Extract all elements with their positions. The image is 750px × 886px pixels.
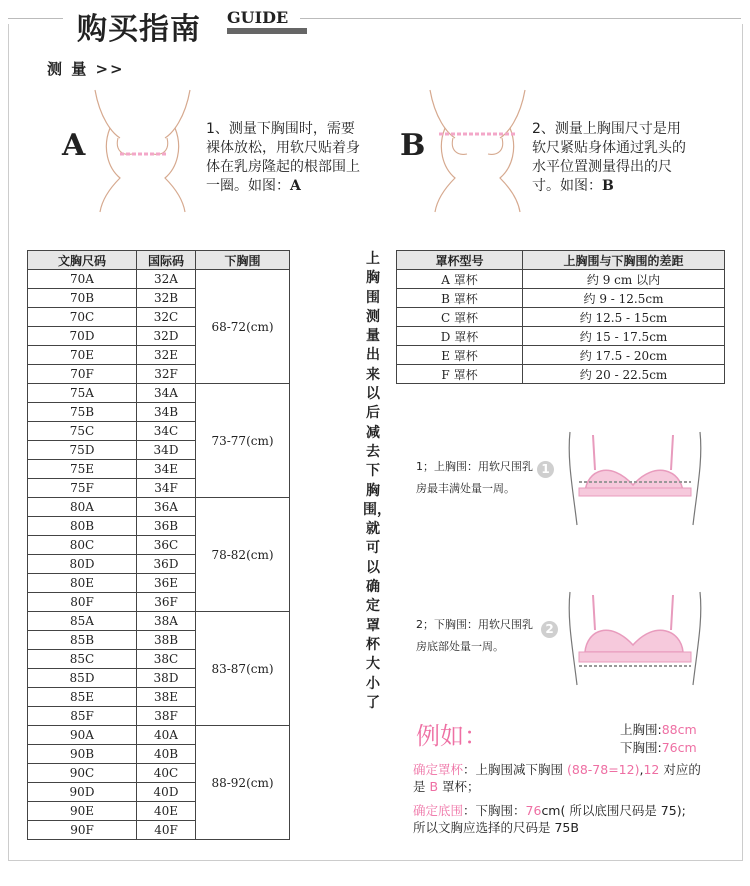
size-header-underbust: 下胸围 [196,251,290,270]
band-size-cell: 90F [28,821,137,840]
cup-diff-cell: 约 9 - 12.5cm [523,289,725,308]
cup-type-cell: B 罩杯 [397,289,523,308]
intl-size-cell: 32A [137,270,196,289]
page-title: 购买指南 [77,12,201,47]
band-size-cell: 80B [28,517,137,536]
table-row [397,346,725,365]
intl-size-cell: 36F [137,593,196,612]
intl-size-cell: 32E [137,346,196,365]
figure-a-letter: A [62,128,86,163]
intl-size-cell: 34A [137,384,196,403]
intl-size-cell: 36B [137,517,196,536]
band-size-cell: 70F [28,365,137,384]
band-size-cell: 85E [28,688,137,707]
table-row [397,365,725,384]
band-size-cell: 80E [28,574,137,593]
intl-size-cell: 32F [137,365,196,384]
intl-size-cell: 34E [137,460,196,479]
underbust-range-cell: 83-87(cm) [196,612,290,726]
band-size-cell: 80D [28,555,137,574]
band-size-cell: 75D [28,441,137,460]
intl-size-cell: 34D [137,441,196,460]
band-size-cell: 70E [28,346,137,365]
example-title: 例如： [416,722,488,750]
cup-diff-cell: 约 9 cm 以内 [523,270,725,289]
example-lower: 下胸围:76cm [620,740,697,755]
intl-size-cell: 40D [137,783,196,802]
table-row [28,498,290,517]
table-row [28,612,290,631]
intl-size-cell: 40F [137,821,196,840]
table-row [28,726,290,745]
underbust-range-cell: 88-92(cm) [196,726,290,840]
figure-a-illustration [90,88,195,213]
table-row [397,308,725,327]
cup-type-cell: F 罩杯 [397,365,523,384]
band-size-cell: 80A [28,498,137,517]
intl-size-cell: 36C [137,536,196,555]
band-size-cell: 75B [28,403,137,422]
example-upper: 上胸围:88cm [620,722,697,737]
guide-label: GUIDE [227,8,289,27]
band-size-cell: 90B [28,745,137,764]
band-size-cell: 70D [28,327,137,346]
cup-header-diff: 上胸围与下胸围的差距 [523,251,725,270]
intl-size-cell: 38B [137,631,196,650]
intl-size-cell: 38F [137,707,196,726]
cup-header-type: 罩杯型号 [397,251,523,270]
note-under-bust: 2；下胸围：用软尺围乳房底部处量一周。 [416,618,533,653]
note-upper-bust: 1；上胸围：用软尺围乳房最丰满处量一周。 [416,460,533,495]
intl-size-cell: 38E [137,688,196,707]
intl-size-cell: 34C [137,422,196,441]
example-band: 确定底围：下胸围：76cm( 所以底围尺码是 75); [413,803,686,818]
band-size-cell: 70C [28,308,137,327]
band-size-cell: 85C [28,650,137,669]
band-size-cell: 90E [28,802,137,821]
intl-size-cell: 32B [137,289,196,308]
intl-size-cell: 38A [137,612,196,631]
example-cup: 确定罩杯：上胸围减下胸围 (88-78=12),12 对应的是 B 罩杯； [413,762,701,794]
step-a-text: 1、测量下胸围时，需要裸体放松，用软尺贴着身体在乳房隆起的根部围上一圈。如图：A [206,121,360,194]
intl-size-cell: 34F [137,479,196,498]
band-size-cell: 75A [28,384,137,403]
vertical-note: 上胸围测量出来以后减去下胸围，就可以确定罩杯大小了 [363,251,391,711]
intl-size-cell: 40C [137,764,196,783]
intl-size-cell: 40A [137,726,196,745]
band-size-cell: 70A [28,270,137,289]
cup-diff-cell: 约 15 - 17.5cm [523,327,725,346]
cup-type-cell: C 罩杯 [397,308,523,327]
size-header-intl: 国际码 [137,251,196,270]
cup-type-cell: D 罩杯 [397,327,523,346]
intl-size-cell: 36D [137,555,196,574]
intl-size-cell: 32D [137,327,196,346]
step-1-badge: 1 [537,461,554,478]
band-size-cell: 85F [28,707,137,726]
cup-type-cell: A 罩杯 [397,270,523,289]
cup-diff-cell: 约 20 - 22.5cm [523,365,725,384]
step-b-text: 2、测量上胸围尺寸是用软尺紧贴身体通过乳头的水平位置测量得出的尺寸。如图：B [532,121,686,194]
figure-b-letter: B [400,128,426,163]
size-header-band: 文胸尺码 [28,251,137,270]
band-size-cell: 80C [28,536,137,555]
example-final: 所以文胸应选择的尺码是 75B [413,820,579,835]
band-size-cell: 90C [28,764,137,783]
band-size-cell: 70B [28,289,137,308]
band-size-cell: 75C [28,422,137,441]
intl-size-cell: 36E [137,574,196,593]
intl-size-cell: 36A [137,498,196,517]
cup-diff-cell: 约 12.5 - 15cm [523,308,725,327]
band-size-cell: 85D [28,669,137,688]
underbust-range-cell: 68-72(cm) [196,270,290,384]
band-size-cell: 90A [28,726,137,745]
header-rule-left [8,18,63,19]
size-table [27,250,290,840]
table-row [28,384,290,403]
underbust-range-cell: 73-77(cm) [196,384,290,498]
band-size-cell: 75F [28,479,137,498]
bra-diagram-lower [565,590,705,690]
band-size-cell: 75E [28,460,137,479]
intl-size-cell: 40B [137,745,196,764]
table-row [397,270,725,289]
guide-bar [227,28,307,34]
intl-size-cell: 34B [137,403,196,422]
intl-size-cell: 40E [137,802,196,821]
cup-table [396,250,725,384]
intl-size-cell: 38C [137,650,196,669]
figure-b-illustration [425,88,530,213]
cup-diff-cell: 约 17.5 - 20cm [523,346,725,365]
step-2-badge: 2 [541,621,558,638]
band-size-cell: 85A [28,612,137,631]
table-row [397,327,725,346]
band-size-cell: 85B [28,631,137,650]
cup-type-cell: E 罩杯 [397,346,523,365]
band-size-cell: 80F [28,593,137,612]
underbust-range-cell: 78-82(cm) [196,498,290,612]
bra-diagram-upper [565,430,705,530]
table-row [397,289,725,308]
intl-size-cell: 32C [137,308,196,327]
intl-size-cell: 38D [137,669,196,688]
measure-heading: 测 量 >> [47,60,125,78]
band-size-cell: 90D [28,783,137,802]
header-rule-right [300,18,741,19]
table-row [28,270,290,289]
